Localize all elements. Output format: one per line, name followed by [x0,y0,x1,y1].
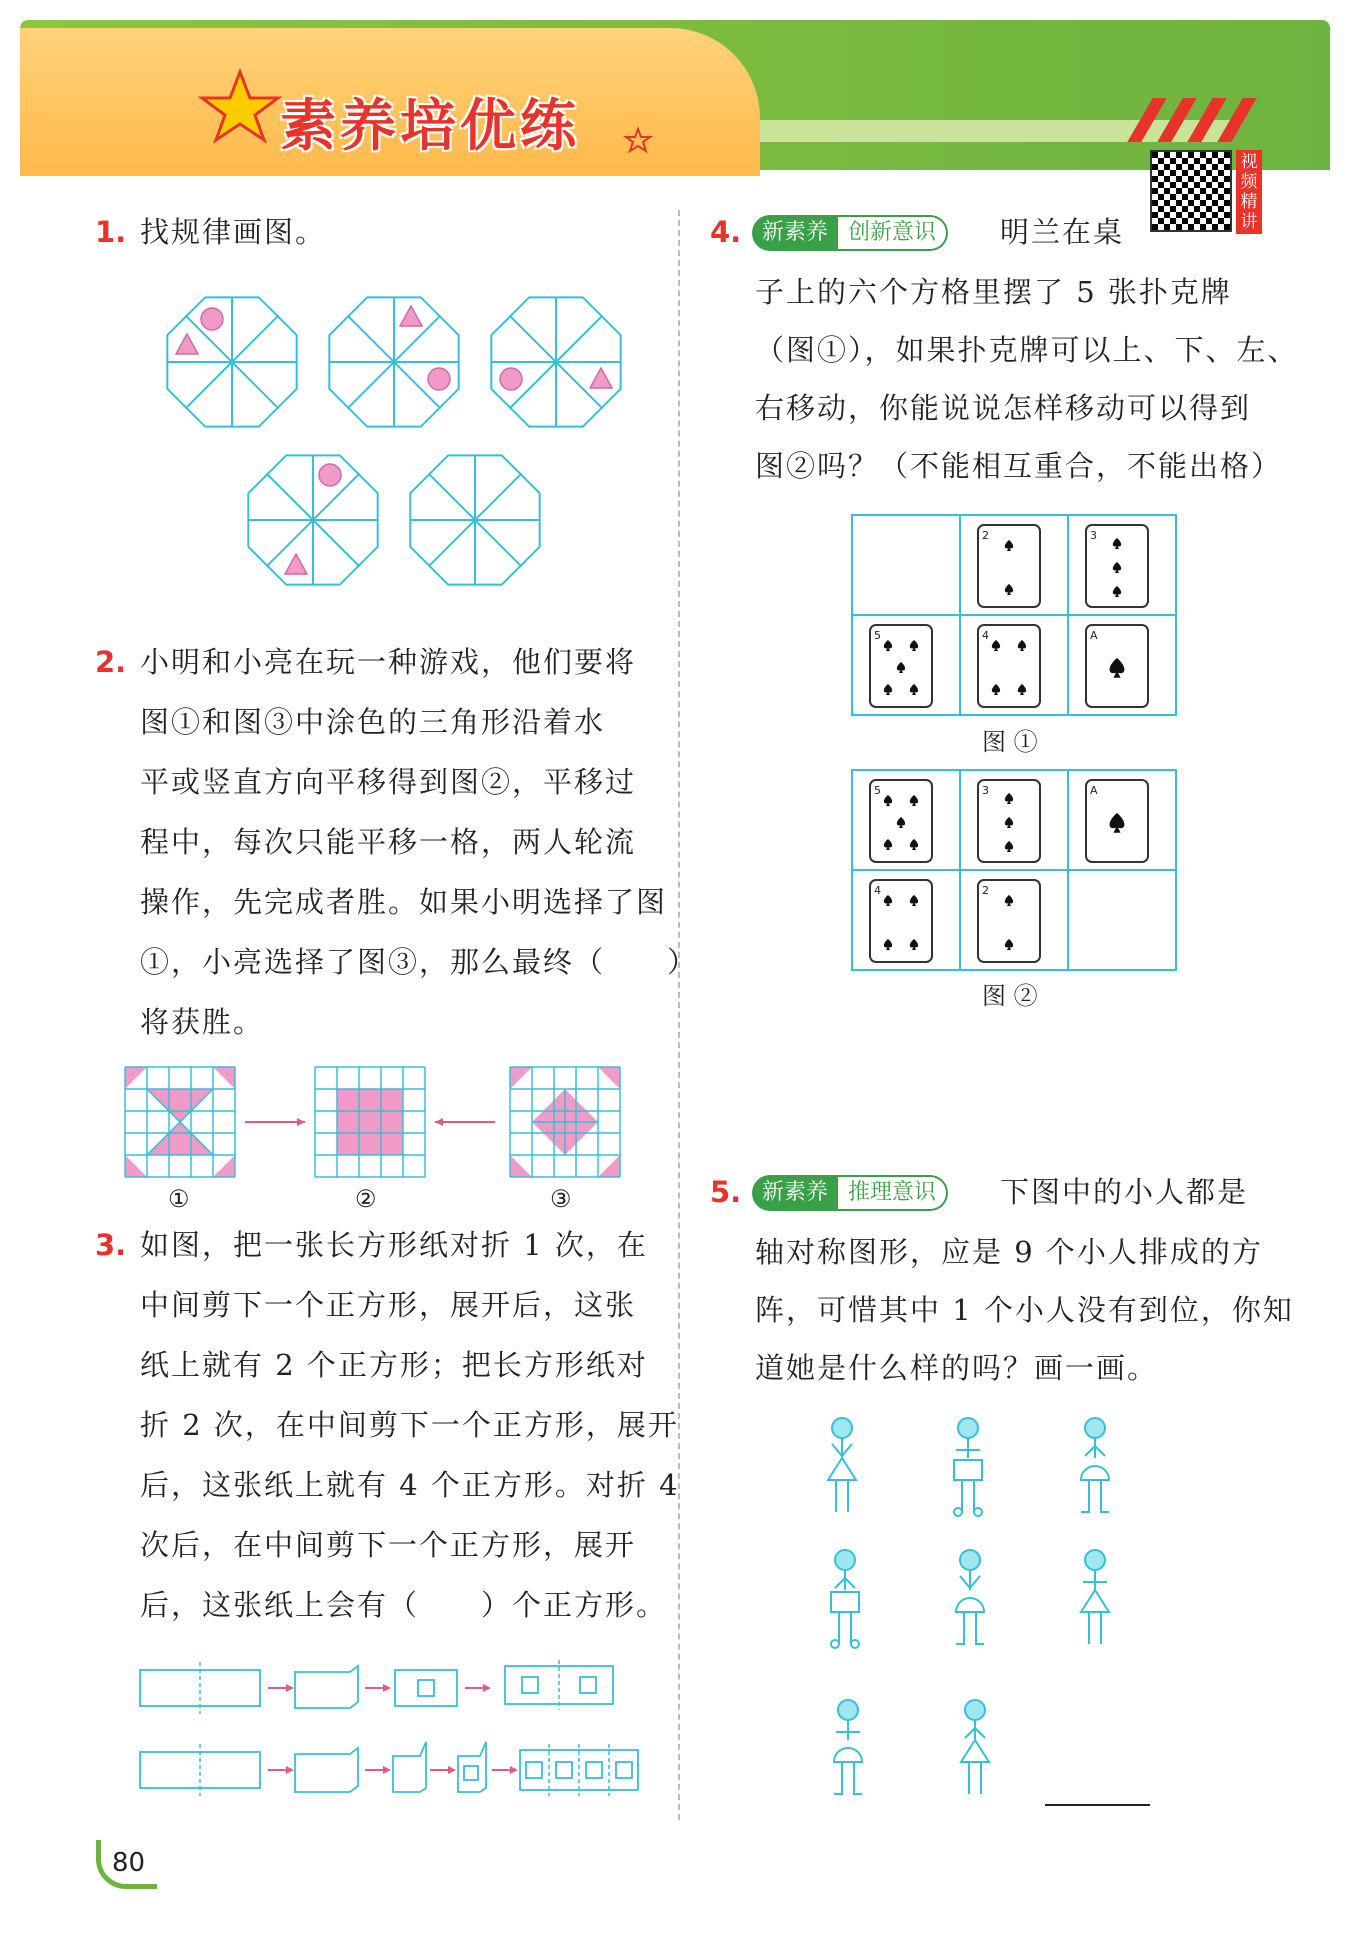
question-line: 小明和小亮在玩一种游戏，他们要将 [140,645,637,679]
question-line: 将获胜。 [140,1005,265,1039]
figure-label: ③ [550,1185,572,1213]
stick-figure [834,1700,862,1794]
question-number: 2. [95,645,127,679]
stick-figure [961,1700,989,1794]
badge-sub: 推理意识 [838,1175,948,1211]
question-line: 轴对称图形，应是 9 个小人排成的方 [755,1235,1263,1269]
card-rank: A [1090,784,1098,797]
question-line: 后，这张纸上会有（ ）个正方形。 [140,1588,668,1622]
question-number: 3. [95,1228,127,1262]
question-line: 图①和图③中涂色的三角形沿着水 [140,705,606,739]
stick-figure [828,1418,856,1512]
card-rank: 5 [874,784,881,797]
question-line: 操作，先完成者胜。如果小明选择了图 [140,885,668,919]
question-line: 右移动，你能说说怎样移动可以得到 [755,391,1252,425]
question-number: 5. [710,1175,742,1209]
figure-label: 图 ② [982,982,1038,1010]
question-line: 阵，可惜其中 1 个小人没有到位，你知 [755,1293,1294,1327]
card-rank: 4 [982,629,989,642]
badge-main: 新素养 [752,1175,838,1211]
card-rank: 2 [982,884,989,897]
question-line: 后，这张纸上就有 4 个正方形。对折 4 [140,1468,680,1502]
figure-label: ② [355,1185,377,1213]
badge-sub: 创新意识 [838,215,948,251]
question-line: 如图，把一张长方形纸对折 1 次，在 [140,1228,648,1262]
page-number: 80 [112,1848,146,1878]
stick-figure [1081,1550,1109,1644]
card-rank: 3 [1090,529,1097,542]
stick-figure [954,1418,982,1516]
question-line: 道她是什么样的吗？画一画。 [755,1351,1159,1385]
question-number: 4. [710,215,742,249]
question-text: 找规律画图。 [140,215,327,249]
question-line: 纸上就有 2 个正方形；把长方形纸对 [140,1348,648,1382]
question-line: 次后，在中间剪下一个正方形，展开 [140,1528,637,1562]
badge-main: 新素养 [752,215,838,251]
question-line: 明兰在桌 [1000,215,1125,249]
question-number: 1. [95,215,127,249]
question-line: 中间剪下一个正方形，展开后，这张 [140,1288,637,1322]
page-title: 素养培优练 [280,93,580,159]
stick-figure [831,1550,859,1648]
card-rank: 2 [982,529,989,542]
card-rank: A [1090,629,1098,642]
figure-label: 图 ① [982,728,1038,756]
figure-label: ① [168,1185,190,1213]
question-line: 平或竖直方向平移得到图②，平移过 [140,765,637,799]
qr-label: 视频精讲 [1236,150,1262,234]
question-line: 程中，每次只能平移一格，两人轮流 [140,825,637,859]
card-rank: 5 [874,629,881,642]
question-line: ①，小亮选择了图③，那么最终（ ） [140,945,699,979]
question-line: 图②吗？（不能相互重合，不能出格） [755,449,1283,483]
stick-figure [956,1550,984,1644]
question-line: 下图中的小人都是 [1000,1175,1249,1209]
question-line: 折 2 次，在中间剪下一个正方形，展开 [140,1408,679,1442]
stick-figure [1081,1418,1109,1512]
question-line: 子上的六个方格里摆了 5 张扑克牌 [755,275,1232,309]
card-rank: 4 [874,884,881,897]
question-line: （图①），如果扑克牌可以上、下、左、 [755,333,1299,367]
card-rank: 3 [982,784,989,797]
